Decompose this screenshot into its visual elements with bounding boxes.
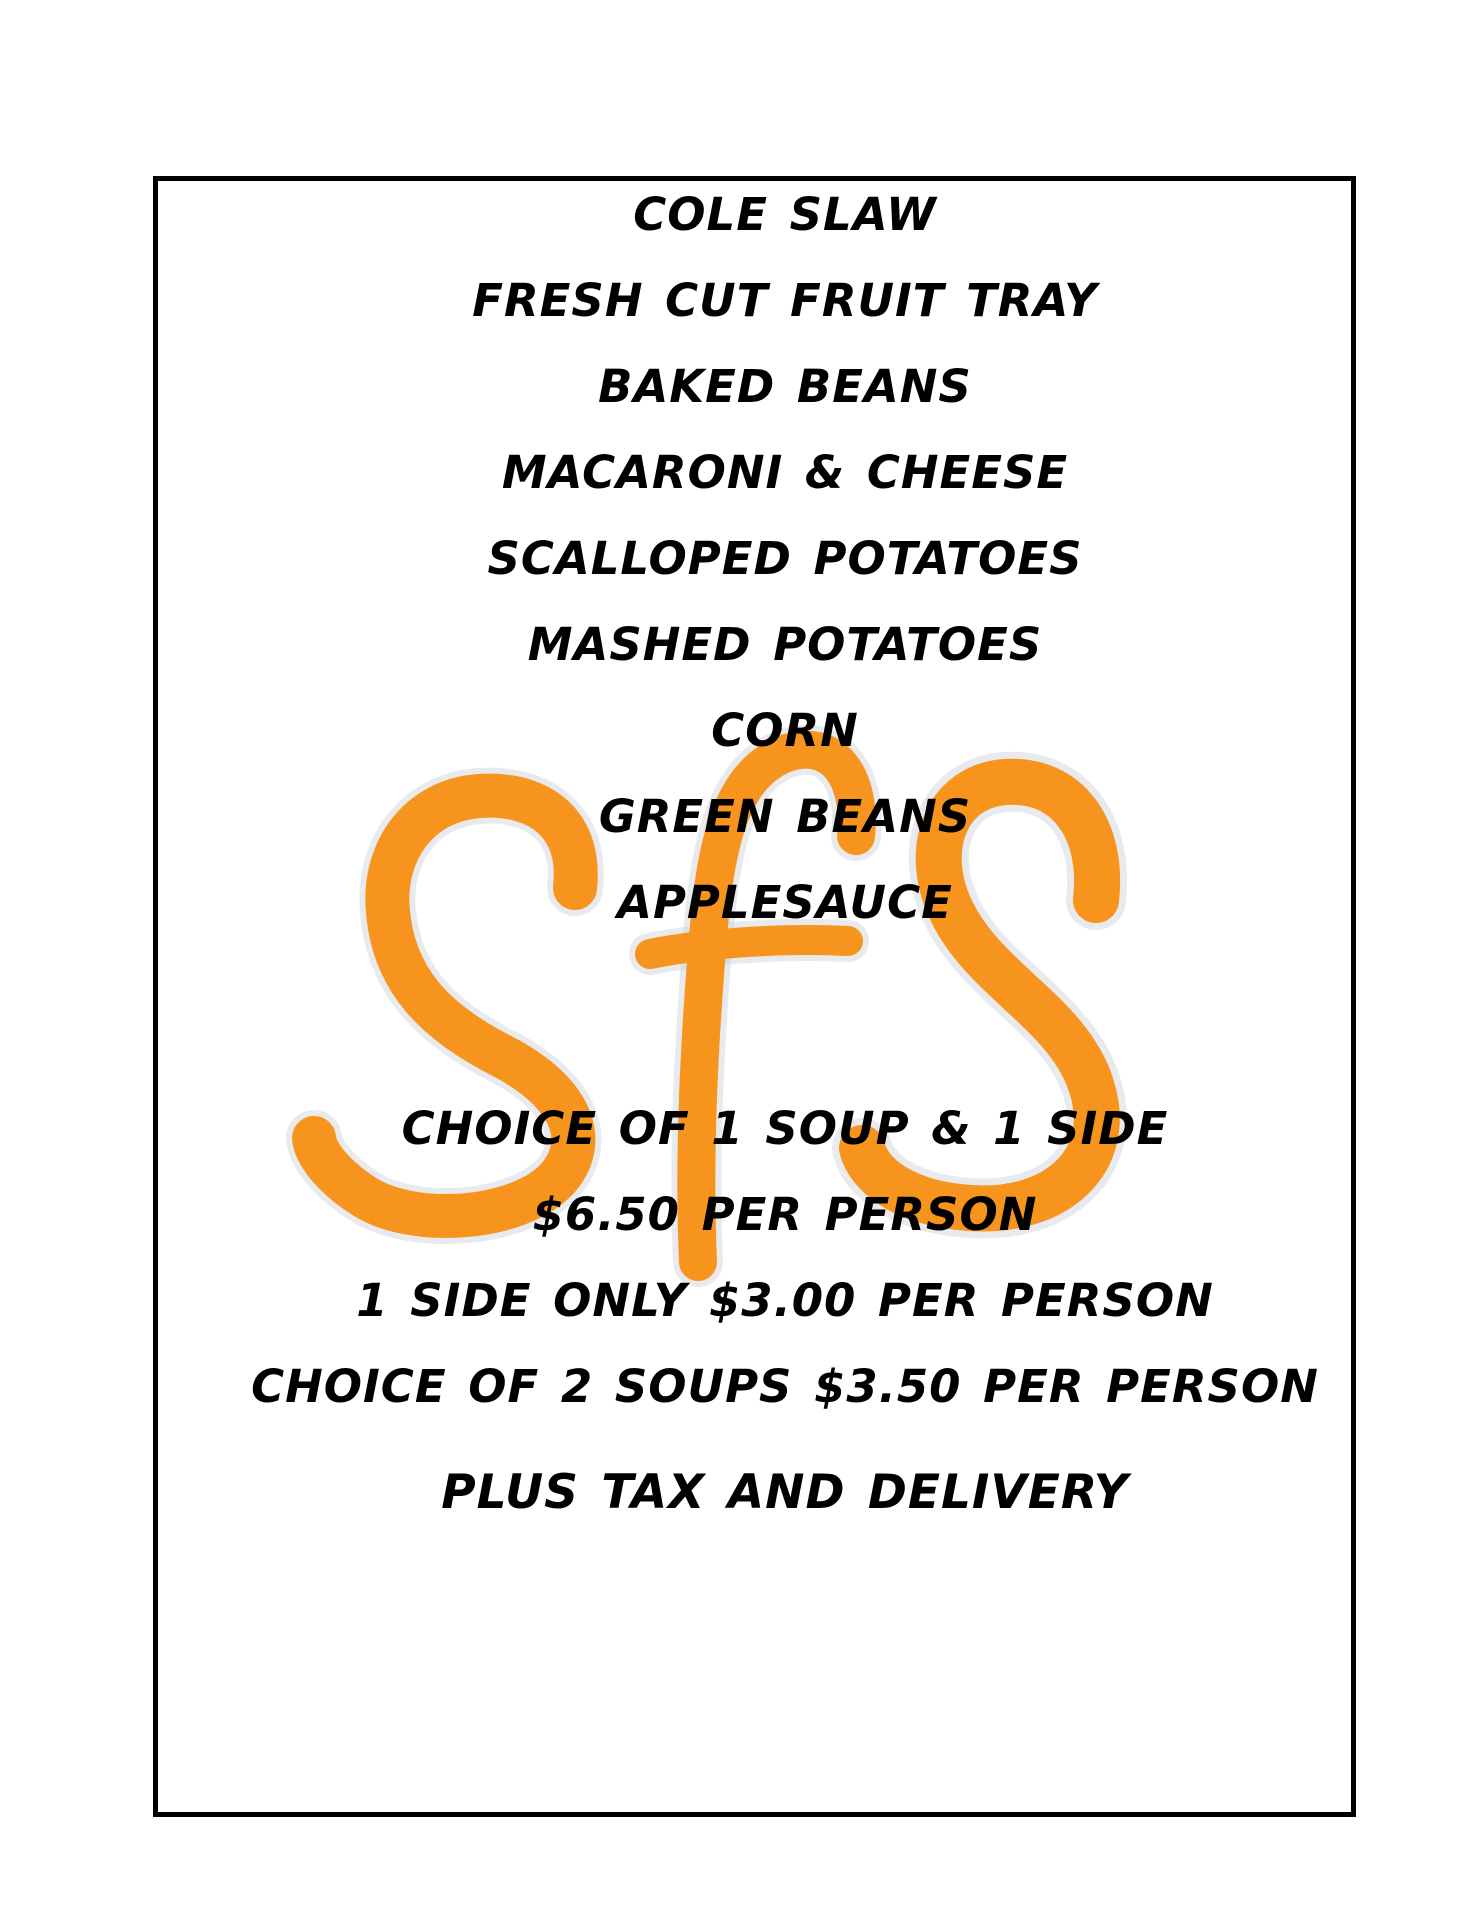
- menu-side-item: MACARONI & CHEESE: [501, 446, 1069, 499]
- menu-side-item: COLE SLAW: [633, 188, 937, 241]
- pricing-line: 1 SIDE ONLY $3.00 PER PERSON: [356, 1274, 1214, 1327]
- sides-list: [165, 172, 1405, 946]
- pricing-line: $6.50 PER PERSON: [532, 1188, 1038, 1241]
- pricing-line: CHOICE OF 2 SOUPS $3.50 PER PERSON: [251, 1360, 1319, 1413]
- footer-note: PLUS TAX AND DELIVERY: [441, 1465, 1129, 1520]
- menu-side-item: CORN: [711, 704, 859, 757]
- menu-side-item: GREEN BEANS: [598, 790, 972, 843]
- menu-side-item: BAKED BEANS: [598, 360, 972, 413]
- pricing-section: [165, 1086, 1405, 1430]
- menu-side-item: SCALLOPED POTATOES: [487, 532, 1083, 585]
- menu-side-item: MASHED POTATOES: [527, 618, 1043, 671]
- menu-side-item: APPLESAUCE: [617, 876, 953, 929]
- menu-content: [165, 172, 1405, 1536]
- menu-side-item: FRESH CUT FRUIT TRAY: [472, 274, 1098, 327]
- pricing-line: CHOICE OF 1 SOUP & 1 SIDE: [401, 1102, 1169, 1155]
